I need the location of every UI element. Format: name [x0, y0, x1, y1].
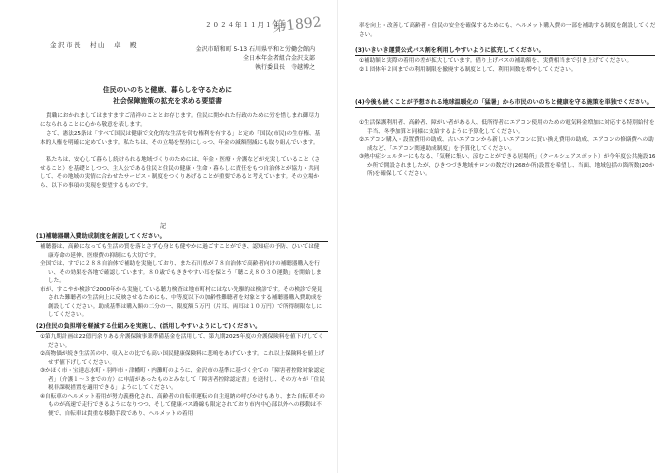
list-item: ①生活保護利用者、高齢者、障がい者がある人、低所得者にエアコン使用のための電気料金増加に対応する特別給付を手当、冬季加算と同様に支給するように予算化してください。	[359, 120, 655, 135]
section-body	[40, 243, 325, 320]
list-item: ③かほく市・宝達志水町・羽咋市・津幡町・内灘町のように、金沢市の基準に基づく全ての「障害者控除対象認定者」（介護１〜３までの方）に申請があったものとみなして「障害者控除認定書」を送付し、その方々が「住民税非課税措置を適用できる」ようにしてください。	[40, 368, 325, 391]
list-item: ③熱中症シェルターにもなる、「気軽に集い、涼むことができる居場所」（クールシェアスポット）が今年度公共施設16か所で開設されましたが、ひきつづき地域サロンの数だけ(268か所)設置を希望し、当面、地域包括の箇所数(20か所)を確保してください。	[359, 154, 656, 177]
section-body	[359, 119, 659, 179]
list-item: ②１団体年２回までの利用制限を撤廃する制度として、利用回数を増やしてください。	[359, 66, 577, 73]
continued-paragraph: 率を向上・改善して高齢者・住民の安全を確保するためにも、ヘルメット購入費の一部を補助する制度を創設してください。	[359, 23, 656, 38]
section-body	[359, 57, 659, 74]
document-title-line-1: 住民のいのちと健康、暮らしを守るために	[102, 86, 233, 94]
intro-paragraph: 貴職におかれましてはますますご清祥のこととお存じます。住民に開かれた行政のために労を惜しまれ御尽力になられることに心から敬意を表します。	[40, 113, 320, 128]
list-item: ②高物価が続き生活苦の中、収入との比でも高い国民健康保険料に悲鳴をあげています。これ以上保険料を値上げせず値下げしてください。	[40, 351, 325, 366]
section-paragraph: 全国では、すでに２８８自治体で補助を実施しており、また石川県が７８自治体で高齢者向けの補聴器購入を行い、その効果を各地で確認しています。８０歳でもききやすい耳を保とう「聴こえ８０３０運動」を開始しました。	[40, 261, 322, 284]
addressee: 金沢市長 村山 卓 殿	[50, 41, 138, 49]
section-paragraph: 市が、すこやか検診で2000年から実施している聴力検査は地市町村にはない先駆的は検診です。その検診で発見された難聴者の生活向上に反映させるためにも、中等度以下の加齢性難聴者を対象とする補聴器購入費助成を創設してください。助成基準は購入額の二分の一、限度額５万円（片耳、両耳は１０万円）で所得制限なしにしてください。	[40, 286, 323, 318]
page-fold	[337, 0, 338, 473]
section-body	[40, 333, 325, 418]
list-item: ①補助額と実際の着用の差が拡大しています。借り上げバスの補助額を、実費相当まで引き上げてください。	[359, 58, 633, 64]
section-heading: (4)今後も続くことが予想される地球温暖化の「猛暑」から市民のいのちと健康を守る施策を単独でください。	[355, 97, 655, 108]
section-paragraph: 補聴器は、高齢になっても生活の質を落とさず心身とも健やかに過ごすことができ、認知症の予防、ひいては健康寿命の延伸、医療費の抑制にも大切です。	[40, 244, 320, 259]
intro-paragraph: 私たちは、安心して暮らし続けられる地域づくりのためには、年金・医療・介護などが充実していること（させること）を基礎としつつ、主人公である住民と住民の健康・生命・暮らしに責任をもつ自治体とが協力・共同して、その地域の実情に合わせたサービス・制度をつくりあげることが重要であると考えています。その立場から、以下の事項の実現を要望するものです。	[40, 157, 321, 189]
sender-representative: 執行委員長 寺越博之	[254, 64, 315, 71]
list-item: ②エアコン購入・設置費用の助成、古いエアコンから新しいエアコンに買い換え費用の助成、エアコンの修繕費への助成など、「エアコン関連助成制度」を予算化してください。	[359, 137, 654, 152]
receipt-stamp: 第1892	[271, 14, 323, 36]
intro-paragraph: さて、憲法25条は「すべて国民は健康で文化的な生活を営む権利を有する」と定め「国民(市民)の生存権、基本的人権を明確に定めています。私たちは、その立場を堅持にしっつ、年金の減額削減にも取り組んでいます。	[40, 131, 321, 146]
list-item: ①第九期計画は22億円余りある介護保険事業準備基金を活用して、第九期2025年度の介護保険料を値下げしてください。	[40, 334, 324, 349]
sender-address: 金沢市昭和町 5-13 石川県平和と労働会館内	[195, 46, 315, 53]
sender-organization: 全日本年金者組合金沢支部	[242, 55, 315, 62]
document-date: ２０２４年１１月１４日	[205, 21, 288, 29]
list-item: ④自転車のヘルメット着用が努力義務化され、高齢者の自転車運転の自主返納の呼びかけもあり、また自転車そのものが高速で走行できるようになりつつ、そして健康バス路線も限定されており市内中心部以外への移動は不便で、自転車は貴重な移動手段であり、ヘルメットの着用	[40, 393, 325, 417]
ki-label: 記	[160, 223, 167, 230]
section-heading: (1)補聴器購入費助成制度を創設してください。	[36, 231, 328, 242]
section-heading: (2)住民の負担増を軽減する仕組みを実施し、(活用しやすいようにして)ください。	[36, 321, 328, 332]
document-title-line-2: 社会保障施策の拡充を求める要望書	[113, 97, 222, 105]
section-heading: (3)いきいき運賃公式バス割を利用しやすいように拡充してください。	[355, 45, 655, 56]
